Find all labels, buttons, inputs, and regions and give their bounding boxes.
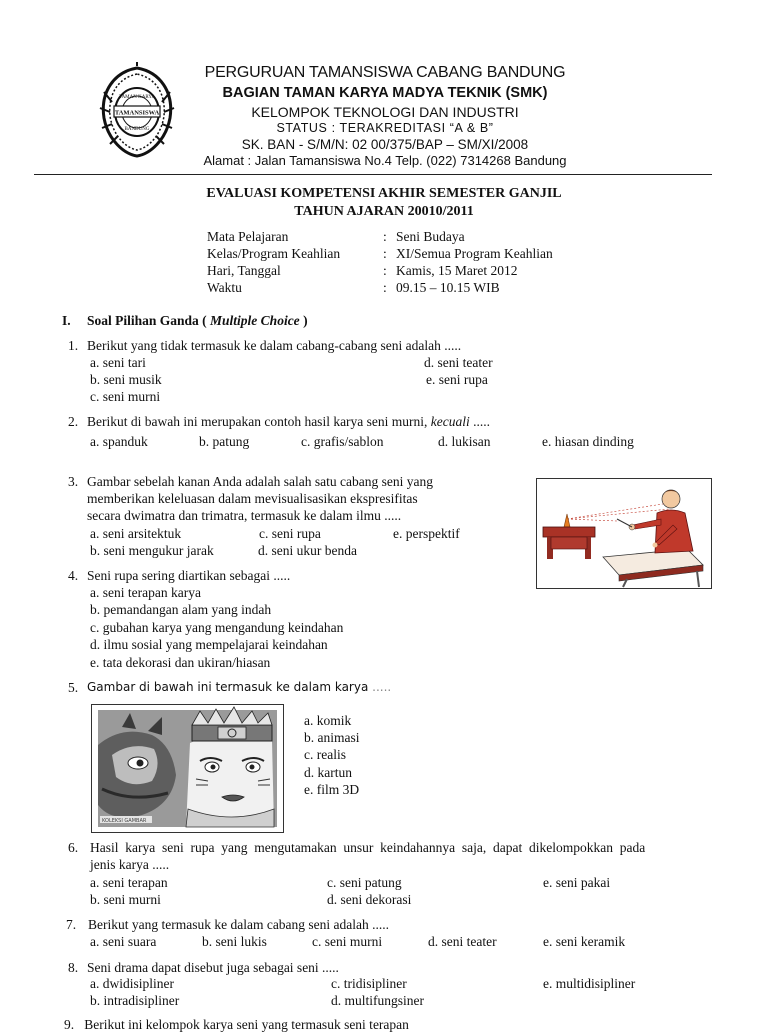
option[interactable]: b. pemandangan alam yang indah: [90, 602, 272, 617]
info-sep: :: [383, 263, 387, 278]
info-value: 09.15 – 10.15 WIB: [396, 280, 500, 295]
question-text: Berikut yang termasuk ke dalam cabang seni adalah .....: [88, 917, 390, 932]
option[interactable]: e. seni rupa: [426, 372, 488, 387]
option[interactable]: d. seni teater: [424, 355, 493, 370]
question-text: Gambar sebelah kanan Anda adalah salah satu cabang seni yang: [87, 474, 433, 489]
question-text: jenis karya .....: [90, 857, 170, 872]
option[interactable]: e. perspektif: [393, 526, 460, 541]
option[interactable]: e. seni keramik: [543, 934, 626, 949]
option[interactable]: a. komik: [304, 713, 352, 728]
info-value: Seni Budaya: [396, 229, 465, 244]
option[interactable]: b. intradisipliner: [90, 993, 180, 1008]
option[interactable]: d. multifungsiner: [331, 993, 424, 1008]
svg-text:TAMANSISWA: TAMANSISWA: [114, 109, 160, 117]
question-text: memberikan keleluasan dalam mevisualisasikan ekspresifitas: [87, 491, 418, 506]
option[interactable]: e. film 3D: [304, 782, 360, 797]
sk-ban-number: SK. BAN - S/M/N: 02 00/375/BAP – SM/XI/2008: [241, 137, 529, 152]
question-number: 7.: [66, 917, 77, 932]
question-number: 4.: [68, 568, 79, 583]
question-text: Hasil karya seni rupa yang mengutamakan unsur keindahannya saja, dapat dikelompokkan pada: [90, 840, 646, 855]
option[interactable]: c. seni murni: [90, 389, 161, 404]
header-divider: [34, 174, 712, 175]
option[interactable]: c. gubahan karya yang mengandung keindahan: [90, 620, 344, 635]
school-group: KELOMPOK TEKNOLOGI DAN INDUSTRI: [251, 104, 519, 120]
option[interactable]: d. ilmu sosial yang mempelajarai keindahan: [90, 637, 328, 652]
option[interactable]: b. seni lukis: [202, 934, 267, 949]
question-number: 8.: [68, 960, 79, 975]
question-partial: 9. Berikut ini kelompok karya seni yang termasuk seni terapan: [64, 1017, 409, 1032]
anime-illustration-image: [91, 704, 284, 833]
section-title: Soal Pilihan Ganda ( Multiple Choice ): [87, 313, 308, 328]
school-name: BAGIAN TAMAN KARYA MADYA TEKNIK (SMK): [222, 85, 548, 101]
question-text: Gambar di bawah ini termasuk ke dalam karya .....: [87, 680, 392, 694]
option[interactable]: e. tata dekorasi dan ukiran/hiasan: [90, 655, 271, 670]
school-logo: [94, 62, 180, 160]
option[interactable]: b. seni mengukur jarak: [90, 543, 214, 558]
option[interactable]: e. seni pakai: [543, 875, 611, 890]
info-label: Waktu: [207, 280, 242, 295]
info-label: Mata Pelajaran: [207, 229, 289, 244]
info-value: Kamis, 15 Maret 2012: [396, 263, 518, 278]
option[interactable]: c. seni rupa: [259, 526, 321, 541]
option[interactable]: c. tridisipliner: [331, 976, 407, 991]
option[interactable]: b. seni musik: [90, 372, 162, 387]
option[interactable]: e. hiasan dinding: [542, 434, 634, 449]
option[interactable]: a. seni terapan: [90, 875, 168, 890]
exam-title: EVALUASI KOMPETENSI AKHIR SEMESTER GANJIL: [206, 186, 562, 201]
option[interactable]: a. seni tari: [90, 355, 146, 370]
option[interactable]: c. seni patung: [327, 875, 402, 890]
option[interactable]: b. seni murni: [90, 892, 161, 907]
svg-text:BANDUNG: BANDUNG: [124, 127, 150, 132]
question-text: Seni drama dapat disebut juga sebagai seni .....: [87, 960, 339, 975]
section-number: I.: [62, 313, 71, 328]
option[interactable]: d. seni teater: [428, 934, 497, 949]
school-address: Alamat : Jalan Tamansiswa No.4 Telp. (022) 7314268 Bandung: [203, 153, 567, 168]
question-number: 2.: [68, 414, 79, 429]
info-sep: :: [383, 280, 387, 295]
option[interactable]: d. seni dekorasi: [327, 892, 412, 907]
option[interactable]: e. multidisipliner: [543, 976, 636, 991]
perspective-drawing-image: [536, 478, 712, 589]
question-number: 3.: [68, 474, 79, 489]
question-number: 5.: [68, 680, 79, 695]
option[interactable]: d. seni ukur benda: [258, 543, 357, 558]
figure-watermark: KOLEKSI GAMBAR: [102, 818, 147, 824]
option[interactable]: c. grafis/sablon: [301, 434, 384, 449]
option[interactable]: b. animasi: [304, 730, 360, 745]
option[interactable]: c. seni murni: [312, 934, 383, 949]
option[interactable]: d. lukisan: [438, 434, 491, 449]
option[interactable]: a. spanduk: [90, 434, 148, 449]
question-text: Berikut yang tidak termasuk ke dalam cabang-cabang seni adalah .....: [87, 338, 462, 353]
option[interactable]: b. patung: [199, 434, 250, 449]
institution-name: PERGURUAN TAMANSISWA CABANG BANDUNG: [204, 64, 566, 81]
accreditation-status: STATUS : TERAKREDITASI “A & B”: [276, 121, 494, 135]
academic-year: TAHUN AJARAN 20010/2011: [294, 204, 474, 219]
option[interactable]: a. seni suara: [90, 934, 157, 949]
info-label: Hari, Tanggal: [207, 263, 281, 278]
info-value: XI/Semua Program Keahlian: [396, 246, 553, 261]
question-text: Seni rupa sering diartikan sebagai .....: [87, 568, 291, 583]
option[interactable]: a. dwidisipliner: [90, 976, 174, 991]
option[interactable]: c. realis: [304, 747, 346, 762]
question-text: secara dwimatra dan trimatra, termasuk ke dalam ilmu .....: [87, 508, 402, 523]
question-text: Berikut di bawah ini merupakan contoh hasil karya seni murni, kecuali .....: [87, 414, 491, 429]
option[interactable]: d. kartun: [304, 765, 352, 780]
question-number: 1.: [68, 338, 79, 353]
info-label: Kelas/Program Keahlian: [207, 246, 341, 261]
question-number: 6.: [68, 840, 79, 855]
option[interactable]: a. seni arsitektuk: [90, 526, 182, 541]
svg-text:TAMAN KARYA: TAMAN KARYA: [118, 95, 156, 100]
info-sep: :: [383, 229, 387, 244]
option[interactable]: a. seni terapan karya: [90, 585, 201, 600]
info-sep: :: [383, 246, 387, 261]
